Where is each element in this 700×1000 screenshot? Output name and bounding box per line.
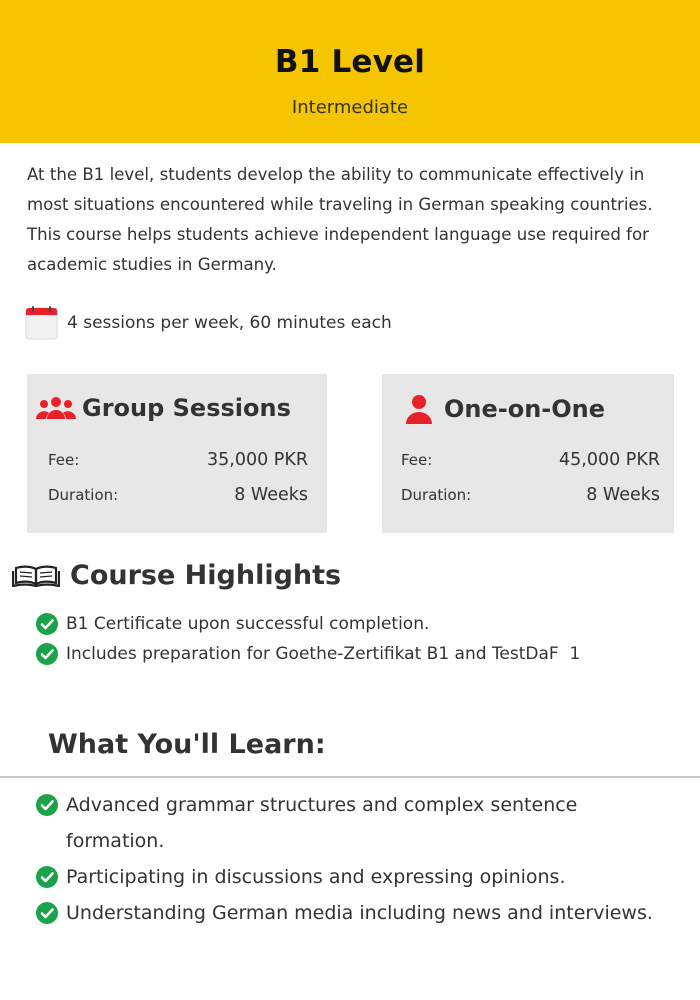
- highlights-list: [36, 609, 686, 669]
- group-icon: [36, 396, 76, 420]
- page-title: B1 Level: [274, 44, 426, 80]
- level-subtitle: Intermediate: [291, 97, 409, 118]
- person-icon: [404, 394, 434, 424]
- duration-row: [48, 485, 308, 505]
- fee-row: [48, 450, 308, 470]
- schedule-text: 4 sessions per week, 60 minutes each: [67, 313, 392, 333]
- duration-row: [401, 485, 660, 505]
- fee-label: Fee:: [48, 451, 80, 469]
- list-item: [36, 639, 686, 669]
- schedule-info: [25, 306, 392, 340]
- check-circle-icon: [36, 866, 58, 888]
- fee-label: Fee:: [401, 451, 433, 469]
- open-book-icon: [12, 565, 60, 587]
- page-header: [0, 0, 700, 143]
- list-item-text: Understanding German media including news and interviews.: [66, 902, 653, 924]
- group-sessions-card: [27, 374, 327, 533]
- list-item-text: Includes preparation for Goethe-Zertifikat B1 and TestDaF 1: [66, 644, 581, 664]
- list-item-text: Participating in discussions and expressing opinions.: [66, 866, 566, 888]
- learn-list: [36, 787, 666, 931]
- plan-title: One-on-One: [444, 395, 606, 423]
- list-item: [36, 787, 666, 859]
- fee-value: 35,000 PKR: [207, 450, 308, 470]
- duration-value: 8 Weeks: [586, 485, 660, 505]
- fee-value: 45,000 PKR: [559, 450, 660, 470]
- list-item-text: Advanced grammar structures and complex sentence formation.: [66, 794, 578, 852]
- section-divider: [0, 776, 700, 778]
- list-item: [36, 859, 666, 895]
- plan-title: Group Sessions: [82, 394, 291, 422]
- fee-row: [401, 450, 660, 470]
- check-circle-icon: [36, 643, 58, 665]
- calendar-icon: [25, 306, 58, 340]
- list-item: [36, 609, 686, 639]
- duration-label: Duration:: [401, 486, 472, 504]
- list-item: [36, 895, 666, 931]
- course-description: At the B1 level, students develop the ability to communicate effectively in most situations encountered while traveling in German speaking countries. This course helps students achieve independent language use required for academic studies in Germany.: [27, 165, 653, 274]
- duration-value: 8 Weeks: [234, 485, 308, 505]
- what-youll-learn-title: What You'll Learn:: [48, 729, 326, 760]
- one-on-one-title: [404, 394, 605, 424]
- group-sessions-title: [36, 394, 291, 422]
- section-title: Course Highlights: [70, 560, 342, 591]
- list-item-text: B1 Certificate upon successful completion.: [66, 614, 430, 634]
- course-highlights-header: [12, 560, 341, 591]
- one-on-one-card: [382, 374, 674, 533]
- check-circle-icon: [36, 794, 58, 816]
- check-circle-icon: [36, 613, 58, 635]
- check-circle-icon: [36, 902, 58, 924]
- duration-label: Duration:: [48, 486, 119, 504]
